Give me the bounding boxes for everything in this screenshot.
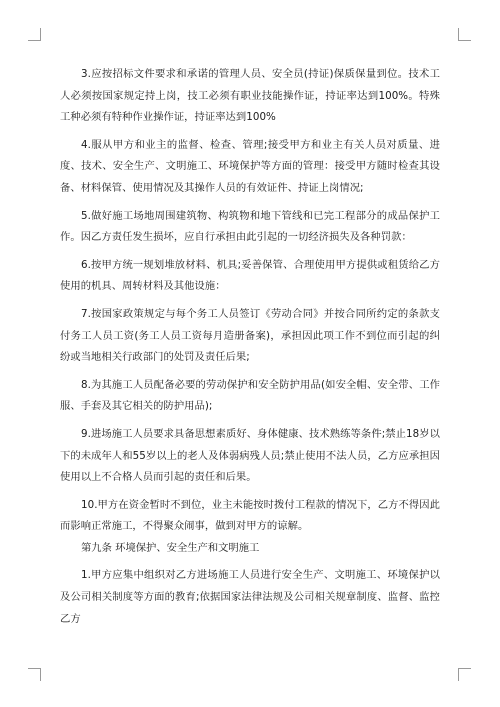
crop-mark-top-left [28, 28, 41, 41]
crop-mark-bottom-right [458, 668, 471, 681]
clause-7-paragraph: 7.按国家政策规定与每个务工人员签订《劳动合同》并按合同所约定的条款支付务工人员工资(务工人员工资每月造册备案)，承担因此项工作不到位而引起的纠纷或当地相关行政部门的处罚及责任后果; [60, 307, 440, 364]
crop-mark-bottom-left [28, 668, 41, 681]
crop-mark-top-right [458, 28, 471, 41]
clause-4-paragraph: 4.服从甲方和业主的监督、检查、管理;接受甲方和业主有关人员对质量、进度、技术、安全生产、文明施工、环境保护等方面的管理：接受甲方随时检查其设备、材料保管、使用情况及其操作人员的有效证件、持证上岗情况; [60, 138, 440, 194]
clause-5-paragraph: 5.做好施工场地周围建筑物、构筑物和地下管线和已完工程部分的成品保护工作。因乙方责任发生损坏，应自行承担由此引起的一切经济损失及各种罚款： [60, 209, 440, 244]
clause-8-paragraph: 8.为其施工人员配备必要的劳动保护和安全防护用品(如安全帽、安全带、工作服、手套及其它相关的防护用品); [60, 378, 440, 413]
clause-3-paragraph: 3.应按招标文件要求和承诺的管理人员、安全员(持证)保质保量到位。技术工人必须按国家规定持上岗，技工必须有职业技能操作证，持证率达到100%。特殊工种必须有特种作业操作证，持证率达到100% [60, 68, 440, 124]
clause-6-paragraph: 6.按甲方统一规划堆放材料、机具;妥善保管、合理使用甲方提供或租赁给乙方使用的机具、周转材料及其他设施： [60, 258, 440, 293]
document-body [60, 64, 440, 630]
clause-10-paragraph: 10.甲方在资金暂时不到位，业主未能按时拨付工程款的情况下，乙方不得因此而影响正常施工，不得聚众闹事，做到对甲方的谅解。 [60, 498, 440, 533]
section-clause-1-paragraph: 1.甲方应集中组织对乙方进场施工人员进行安全生产、文明施工、环境保护以及公司相关制度等方面的教育;依据国家法律法规及公司相关规章制度、监督、监控乙方 [60, 569, 440, 625]
section-heading: 第九条 环境保护、安全生产和文明施工 [81, 541, 260, 554]
clause-9-paragraph: 9.进场施工人员要求具备思想素质好、身体健康、技术熟练等条件;禁止18岁以下的未成年人和55岁以上的老人及体弱病残人员;禁止使用不法人员，乙方应承担因使用以上不合格人员而引起的责任和后果。 [60, 427, 440, 484]
